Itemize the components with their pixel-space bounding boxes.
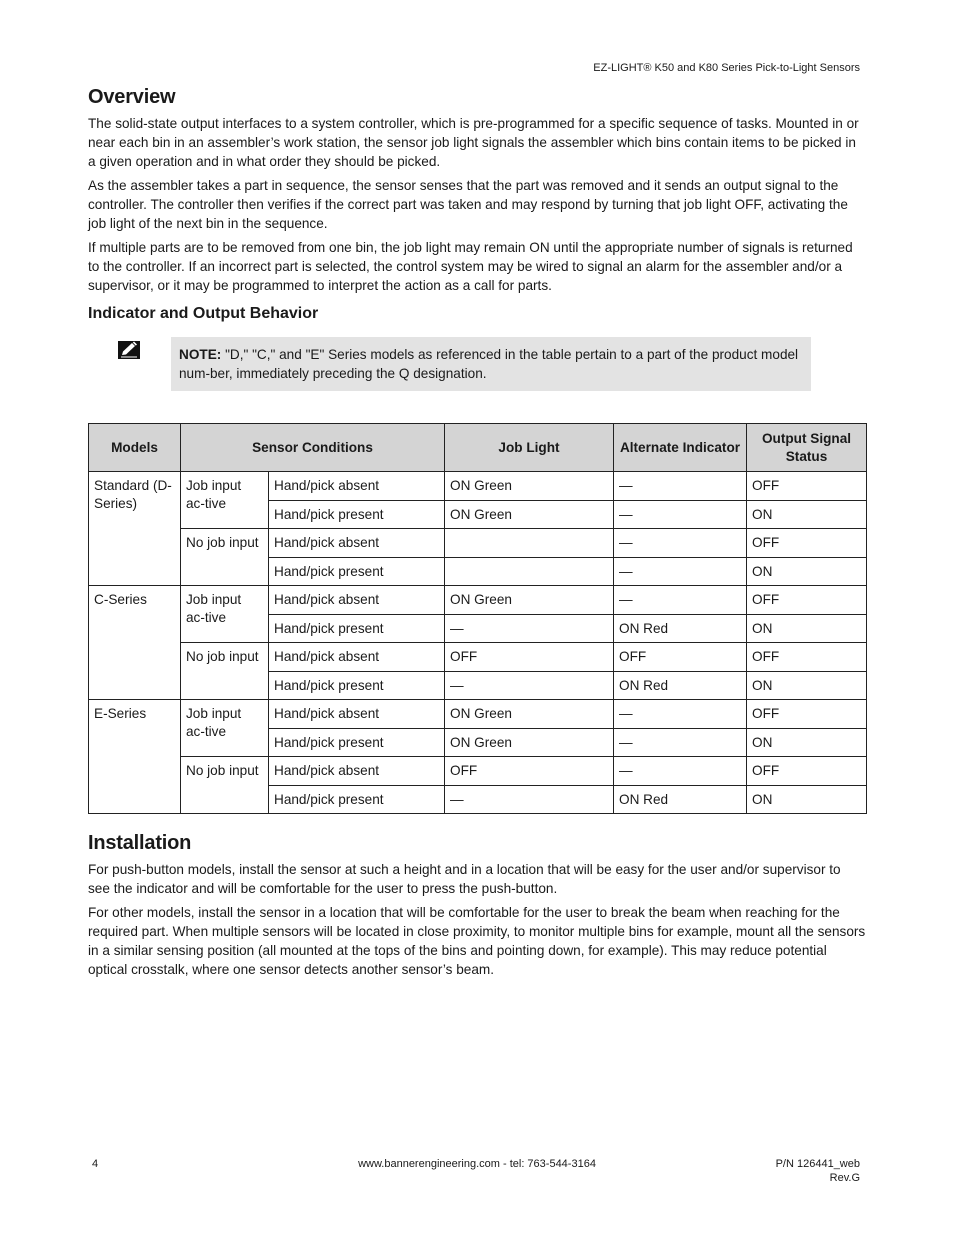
alt-indicator-cell: — xyxy=(614,500,747,529)
note-callout xyxy=(88,337,866,393)
condition-cell: Hand/pick absent xyxy=(269,700,445,729)
alt-indicator-cell: ON Red xyxy=(614,671,747,700)
installation-paragraph-1: For push-button models, install the sensor at such a height and in a location that will be easy for the user and/or supervisor to see the indicator and will be comfortable for the user to press the push-button. xyxy=(88,862,841,896)
table-row xyxy=(89,472,867,501)
output-cell: ON xyxy=(747,785,867,814)
table-header-row xyxy=(89,424,867,472)
page-content xyxy=(88,86,866,984)
indicator-heading: Indicator and Output Behavior xyxy=(88,305,319,322)
indicator-output-table xyxy=(88,423,867,814)
overview-heading: Overview xyxy=(88,86,176,108)
alt-indicator-cell: — xyxy=(614,557,747,586)
model-cell: C-Series xyxy=(89,586,181,700)
job-input-cell: Job input ac-tive xyxy=(181,472,269,529)
header-output-signal-status: Output Signal Status xyxy=(747,424,867,472)
alt-indicator-cell: — xyxy=(614,728,747,757)
header-models: Models xyxy=(89,424,181,472)
footer-contact: www.bannerengineering.com - tel: 763-544-3164 xyxy=(358,1158,596,1170)
condition-cell: Hand/pick absent xyxy=(269,472,445,501)
condition-cell: Hand/pick present xyxy=(269,728,445,757)
page-number: 4 xyxy=(92,1158,99,1170)
condition-cell: Hand/pick present xyxy=(269,614,445,643)
note-box xyxy=(171,337,811,391)
alt-indicator-cell: — xyxy=(614,472,747,501)
overview-paragraph-3: If multiple parts are to be removed from one bin, the job light may remain ON until the appropriate number of signals is returned to the controller. If an incorrect part is selected, the control system may be wired to signal an alarm for the assembler and/or a supervisor, or it may be programmed to interpret the action as a call for parts. xyxy=(88,240,853,293)
condition-cell: Hand/pick present xyxy=(269,557,445,586)
header-sensor-conditions: Sensor Conditions xyxy=(181,424,445,472)
job-light-cell: ON Green xyxy=(445,728,614,757)
table-row xyxy=(89,529,867,558)
job-light-cell: — xyxy=(445,671,614,700)
header-alternate-indicator: Alternate Indicator xyxy=(614,424,747,472)
table-row xyxy=(89,586,867,615)
table-row xyxy=(89,757,867,786)
table-row xyxy=(89,700,867,729)
condition-cell: Hand/pick present xyxy=(269,500,445,529)
job-light-cell: ON Green xyxy=(445,472,614,501)
job-light-cell: ON Green xyxy=(445,586,614,615)
note-text: "D," "C," and "E" Series models as referenced in the table pertain to a part of the product model num-ber, immediately preceding the Q designation. xyxy=(179,347,799,381)
pencil-note-icon xyxy=(118,341,140,359)
alt-indicator-cell: — xyxy=(614,529,747,558)
installation-paragraph-2: For other models, install the sensor in a location that will be comfortable for the user to break the beam when reaching for the required part. When multiple sensors will be located in close proximity, to monitor multiple bins for example, mount all the sensors in a similar sensing position (all mounted at the tops of the bins and pointing down, for example). This may reduce potential optical crosstalk, where one sensor detects another sensor’s beam. xyxy=(88,905,866,977)
job-input-cell: No job input xyxy=(181,643,269,700)
condition-cell: Hand/pick absent xyxy=(269,529,445,558)
output-cell: OFF xyxy=(747,643,867,672)
job-light-cell: — xyxy=(445,785,614,814)
overview-paragraph-1: The solid-state output interfaces to a system controller, which is pre-programmed for a specific sequence of tasks. Mounted in or near each bin in an assembler’s work station, the sensor job light signals the assembler which bins contain items to be picked in a given operation and in what order they should be picked. xyxy=(88,116,859,169)
footer-part-info xyxy=(776,1157,860,1185)
overview-paragraph-2: As the assembler takes a part in sequence, the sensor senses that the part was removed and it sends an output signal to the controller. The controller then verifies if the correct part was taken and may respond by turning that job light OFF, activating the job light of the next bin in the sequence. xyxy=(88,178,848,231)
job-input-cell: Job input ac-tive xyxy=(181,586,269,643)
job-light-cell: ON Green xyxy=(445,700,614,729)
output-cell: ON xyxy=(747,557,867,586)
header-job-light: Job Light xyxy=(445,424,614,472)
job-light-cell: OFF xyxy=(445,757,614,786)
job-input-cell: No job input xyxy=(181,757,269,814)
job-light-cell: OFF xyxy=(445,643,614,672)
installation-section xyxy=(88,832,866,979)
output-cell: ON xyxy=(747,614,867,643)
output-cell: OFF xyxy=(747,586,867,615)
job-input-cell: No job input xyxy=(181,529,269,586)
output-cell: OFF xyxy=(747,700,867,729)
job-light-cell: ON Green xyxy=(445,500,614,529)
condition-cell: Hand/pick absent xyxy=(269,757,445,786)
note-label: NOTE: xyxy=(179,347,222,362)
document-title: EZ-LIGHT® K50 and K80 Series Pick-to-Light Sensors xyxy=(593,62,860,74)
job-light-cell: — xyxy=(445,614,614,643)
output-cell: OFF xyxy=(747,472,867,501)
condition-cell: Hand/pick present xyxy=(269,785,445,814)
output-cell: ON xyxy=(747,500,867,529)
output-cell: OFF xyxy=(747,529,867,558)
output-cell: ON xyxy=(747,671,867,700)
alt-indicator-cell: ON Red xyxy=(614,614,747,643)
job-input-cell: Job input ac-tive xyxy=(181,700,269,757)
output-cell: OFF xyxy=(747,757,867,786)
condition-cell: Hand/pick absent xyxy=(269,643,445,672)
job-light-cell xyxy=(445,557,614,586)
alt-indicator-cell: — xyxy=(614,586,747,615)
model-cell: E-Series xyxy=(89,700,181,814)
revision: Rev.G xyxy=(829,1172,860,1184)
installation-heading: Installation xyxy=(88,832,192,854)
alt-indicator-cell: ON Red xyxy=(614,785,747,814)
condition-cell: Hand/pick absent xyxy=(269,586,445,615)
job-light-cell xyxy=(445,529,614,558)
part-number: P/N 126441_web xyxy=(775,1158,860,1170)
output-cell: ON xyxy=(747,728,867,757)
model-cell: Standard (D-Series) xyxy=(89,472,181,586)
table-row xyxy=(89,643,867,672)
alt-indicator-cell: OFF xyxy=(614,643,747,672)
alt-indicator-cell: — xyxy=(614,700,747,729)
condition-cell: Hand/pick present xyxy=(269,671,445,700)
alt-indicator-cell: — xyxy=(614,757,747,786)
